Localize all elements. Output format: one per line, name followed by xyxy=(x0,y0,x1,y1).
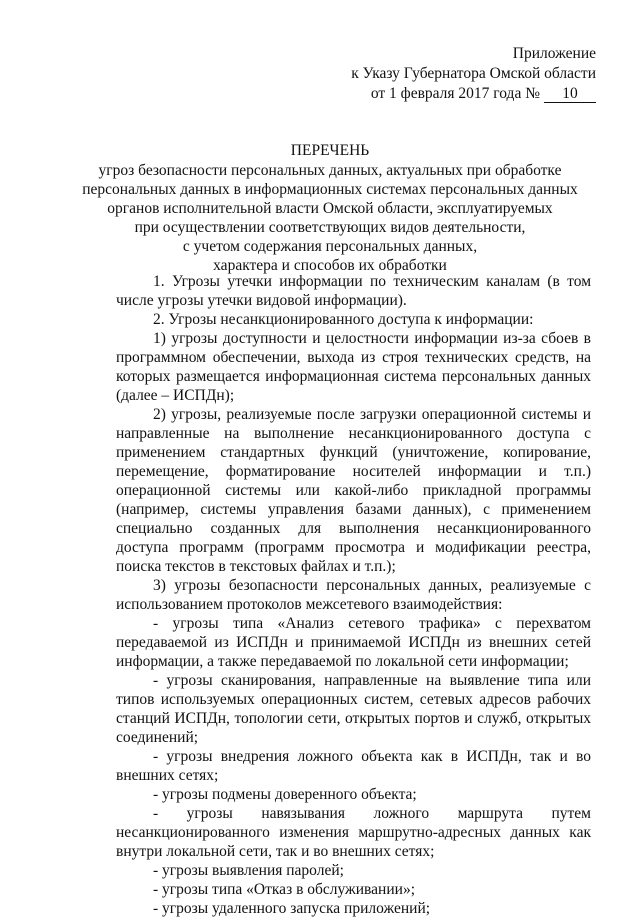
appendix-date: от 1 февраля 2017 года № xyxy=(370,85,540,102)
list-item: - угрозы типа «Отказ в обслуживании»; xyxy=(153,881,415,898)
title-heading: ПЕРЕЧЕНЬ xyxy=(290,142,370,159)
title-line: органов исполнительной власти Омской области, эксплуатируемых xyxy=(107,200,553,217)
list-item: - угрозы внедрения ложного объекта как в ИСПДн, так и во внешних сетях; xyxy=(116,748,591,784)
paragraph-item-1: 1. Угрозы утечки информации по техническим каналам (в том числе угрозы утечки видовой информации). xyxy=(116,273,591,309)
document-title xyxy=(60,141,600,275)
appendix-label: Приложение xyxy=(512,45,596,62)
list-item: - угрозы выявления паролей; xyxy=(153,862,344,879)
document-body xyxy=(116,272,591,918)
list-item: - угрозы навязывания ложного маршрута путем несанкционированного изменения маршрутно-адресных данных как внутри локальной сети, так и во внешних сетях; xyxy=(116,805,591,860)
list-item: - угрозы типа «Анализ сетевого трафика» с перехватом передаваемой из ИСПДн и принимаемой ИСПДн из внешних сетей информации, а также передаваемой по локальной сети информации; xyxy=(116,615,591,670)
paragraph-subitem-1: 1) угрозы доступности и целостности информации из-за сбоев в программном обеспечении, выхода из строя технических средств, на которых размещается информационная система персональных данных (далее – ИСПДн); xyxy=(116,330,591,404)
title-line: при осуществлении соответствующих видов деятельности, xyxy=(134,219,526,236)
list-item: - угрозы сканирования, направленные на выявление типа или типов используемых операционных систем, сетевых адресов рабочих станций ИСПДн, топологии сети, открытых портов и служб, открытых соединений; xyxy=(116,672,591,746)
appendix-date-line xyxy=(351,84,596,104)
paragraph-subitem-2: 2) угрозы, реализуемые после загрузки операционной системы и направленные на выполнение несанкционированного доступа с применением стандартных функций (уничтожение, копирование, перемещение, форматирование носителей информации и т.п.) операционной системы или какой-либо прикладной программы (например, системы управления базами данных), с применением специально созданных для выполнения несанкционированного доступа программ (программ просмотра и модификации реестра, поиска текстов в текстовых файлах и т.п.); xyxy=(116,406,591,575)
appendix-header xyxy=(351,44,596,104)
title-line: характера и способов их обработки xyxy=(213,257,447,274)
paragraph-subitem-3: 3) угрозы безопасности персональных данных, реализуемые с использованием протоколов межсетевого взаимодействия: xyxy=(116,577,591,613)
appendix-decree: к Указу Губернатора Омской области xyxy=(351,65,596,82)
title-line: угроз безопасности персональных данных, актуальных при обработке xyxy=(98,162,562,179)
list-item: - угрозы подмены доверенного объекта; xyxy=(153,786,417,803)
title-line: персональных данных в информационных системах персональных данных xyxy=(82,181,578,198)
list-item: - угрозы удаленного запуска приложений; xyxy=(153,900,431,917)
appendix-number: 10 xyxy=(544,86,596,103)
title-line: с учетом содержания персональных данных, xyxy=(182,238,478,255)
paragraph-item-2: 2. Угрозы несанкционированного доступа к информации: xyxy=(153,311,534,328)
